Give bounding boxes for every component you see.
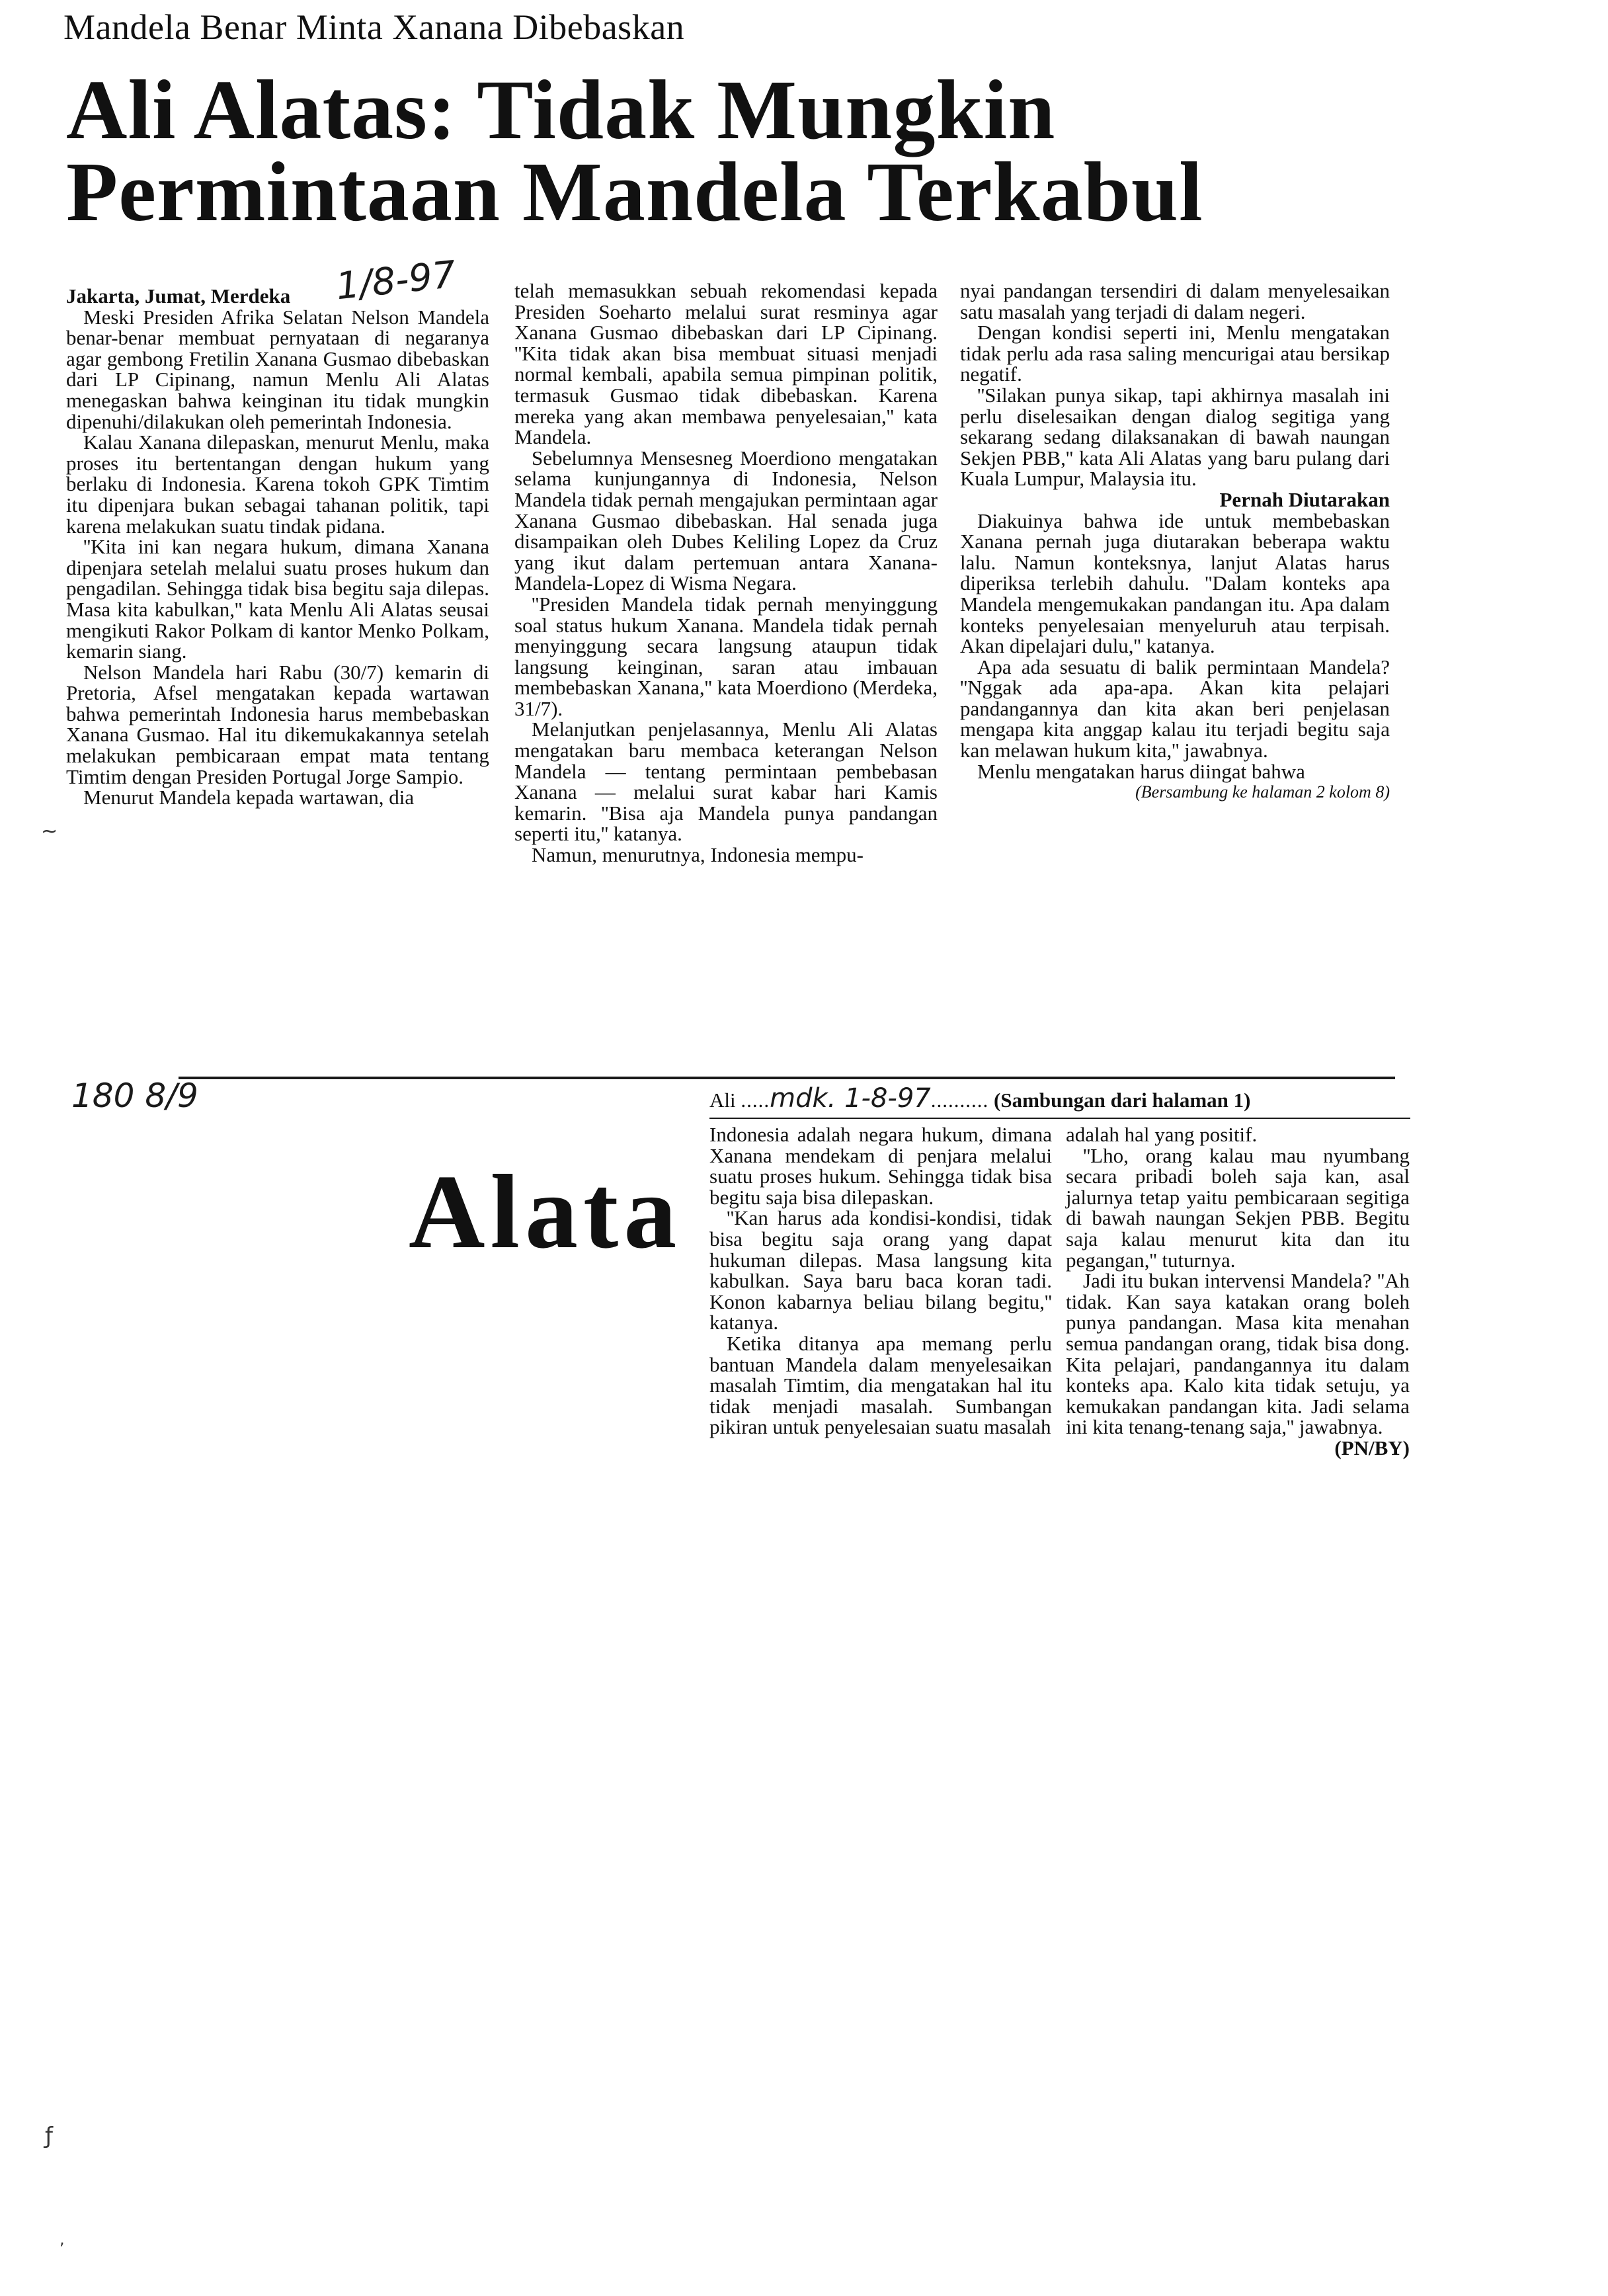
- paragraph: ''Kan harus ada kondisi-kondisi, tidak bisa begitu saja orang yang dapat hukuman dilepas. Masa langsung kita kabulkan. Saya baru baca koran tadi. Konon kabarnya beliau bilang begitu,'' katanya.: [709, 1206, 1052, 1334]
- scan-mark-icon: ƒ: [45, 2123, 53, 2149]
- headline-line-1: Ali Alatas: Tidak Mungkin: [66, 63, 1056, 157]
- continuation-label: Ali: [709, 1088, 736, 1112]
- headline: [66, 63, 1388, 239]
- subheading: Pernah Diutarakan: [1219, 487, 1390, 511]
- paragraph: Kalau Xanana dilepaskan, menurut Menlu, maka proses itu bertentangan dengan hukum yang berlaku di Indonesia. Karena tokoh GPK Timtim itu dipenjara bukan sebagai tahanan politik, tapi karena melakukan suatu tindak pidana.: [66, 430, 489, 538]
- paragraph: Ketika ditanya apa memang perlu bantuan Mandela dalam menyelesaikan masalah Timtim, dia mengatakan hal itu tidak menjadi masalah. Sumbangan pikiran untuk penyelesaian suatu masalah: [709, 1331, 1052, 1439]
- continuation-column-b: [1066, 1124, 1410, 1459]
- continuation-header: Ali .....mdk. 1-8-97.......... (Sambungan dari halaman 1): [709, 1083, 1251, 1114]
- headline-fragment: Alata: [409, 1153, 682, 1270]
- paragraph: ''Presiden Mandela tidak pernah menyinggung soal status hukum Xanana. Mandela tidak pernah menyinggung secara langsung ataupun tidak langsung keinginan, saran atau imbauan membebaskan Xanana,'' kata Moerdiono (Merdeka, 31/7).: [514, 592, 938, 720]
- continuation-source: (Sambungan dari halaman 1): [994, 1088, 1251, 1112]
- paragraph: Sebelumnya Mensesneg Moerdiono mengatakan selama kunjungannya di Indonesia, Nelson Mandela tidak pernah mengajukan permintaan agar Xanana Gusmao dibebaskan. Hal senada juga disampaikan oleh Dubes Keliling Lopez da Cruz yang ikut dalam pertemuan antara Xanana-Mandela-Lopez di Wisma Negara.: [514, 446, 938, 595]
- paragraph: Nelson Mandela hari Rabu (30/7) kemarin di Pretoria, Afsel mengatakan kepada wartawan bahwa pemerintah Indonesia harus membebaskan Xanana Gusmao. Hal itu dikemukakannya setelah melakukan pembicaraan empat mata tentang Timtim dengan Presiden Portugal Jorge Sampio.: [66, 660, 489, 788]
- paragraph: Apa ada sesuatu di balik permintaan Mandela? ''Nggak ada apa-apa. Akan kita pelajari pandangannya dan kita akan beri penjelasan mengapa kita anggap kalau itu terjadi begitu saja kan melawan hukum kita,'' jawabnya.: [960, 655, 1390, 762]
- paragraph: Indonesia adalah negara hukum, dimana Xanana mendekam di penjara melalui suatu proses hukum. Sehingga tidak bisa begitu saja bisa dilepaskan.: [709, 1123, 1052, 1209]
- paragraph: Namun, menurutnya, Indonesia mempu-: [532, 843, 864, 867]
- kicker: Mandela Benar Minta Xanana Dibebaskan: [63, 7, 685, 47]
- byline: (PN/BY): [1334, 1436, 1410, 1459]
- paragraph: ''Kita ini kan negara hukum, dimana Xanana dipenjara setelah melalui suatu proses hukum dan pengadilan. Sehingga tidak bisa begitu saja dilepas. Masa kita kabulkan,'' kata Menlu Ali Alatas seusai mengikuti Rakor Polkam di kantor Menko Polkam, kemarin siang.: [66, 535, 489, 663]
- paragraph: Melanjutkan penjelasannya, Menlu Ali Alatas mengatakan baru membaca keterangan Nelson Mandela — tentang permintaan pembebasan Xanana — melalui surat kabar hari Kamis kemarin. ''Bisa aja Mandela punya pandangan seperti itu,'' katanya.: [514, 718, 938, 846]
- article-column-1: [66, 286, 489, 808]
- handwritten-date: 1/8-97: [334, 253, 458, 309]
- paragraph: Jadi itu bukan intervensi Mandela? ''Ah tidak. Kan saya katakan orang boleh punya pandangan. Masa kita menahan semua pandangan orang, tidak bisa dong. Kita pelajari, pandangannya itu dalam konteks apa. Kalo kita tidak setuju, ya kemukakan pandangan kita. Jadi selama ini kita tenang-tenang saja,'' jawabnya.: [1066, 1269, 1410, 1439]
- handwritten-note: 180 8/9: [71, 1077, 198, 1115]
- section-divider: [179, 1077, 1395, 1079]
- paragraph: Menurut Mandela kepada wartawan, dia: [83, 786, 415, 809]
- scan-mark-icon: ,: [60, 2230, 65, 2248]
- continuation-column-a: [709, 1124, 1052, 1438]
- paragraph: Menlu mengatakan harus diingat bahwa: [977, 759, 1305, 783]
- headline-line-2: Permintaan Mandela Terkabul: [66, 145, 1203, 239]
- continued-note: (Bersambung ke halaman 2 kolom 8): [1135, 782, 1390, 802]
- paragraph: ''Lho, orang kalau mau nyumbang secara pribadi boleh saja kan, asal jalurnya tetap yaitu pembicaraan segitiga di bawah naungan Sekjen PBB. Begitu saja kalau menurut kita dan itu pegangan,'' tuturnya.: [1066, 1143, 1410, 1272]
- paragraph: Meski Presiden Afrika Selatan Nelson Mandela benar-benar membuat pernyataan di negaranya agar gembong Fretilin Xanana Gusmao dibebaskan dari LP Cipinang, namun Menlu Ali Alatas menegaskan bahwa keinginan itu tidak mungkin dipenuhi/dilakukan oleh pemerintah Indonesia.: [66, 305, 489, 433]
- paragraph: nyai pandangan tersendiri di dalam menyelesaikan satu masalah yang terjadi di dalam negeri.: [960, 279, 1390, 323]
- article-column-3: [960, 280, 1390, 803]
- article-column-2: [514, 280, 938, 866]
- dateline: Jakarta, Jumat, Merdeka: [66, 284, 291, 308]
- continuation-underline: [709, 1118, 1410, 1119]
- paragraph: ''Silakan punya sikap, tapi akhirnya masalah ini perlu diselesaikan dengan dialog segitiga yang sekarang sedang dilaksanakan di bawah naungan Sekjen PBB,'' kata Ali Alatas yang baru pulang dari Kuala Lumpur, Malaysia itu.: [960, 383, 1390, 491]
- paragraph: adalah hal yang positif.: [1066, 1123, 1258, 1146]
- scan-mark-icon: ~: [41, 820, 58, 843]
- paragraph: telah memasukkan sebuah rekomendasi kepada Presiden Soeharto melalui surat resminya agar Xanana Gusmao dibebaskan dari LP Cipinang. ''Kita tidak akan bisa membuat situasi menjadi normal kembali, apabila semua pimpinan politik, termasuk Gusmao tidak dibebaskan. Karena mereka yang akan membawa penyelesaian,'' kata Mandela.: [514, 279, 938, 449]
- continuation-handwritten-date: mdk. 1-8-97: [770, 1083, 931, 1114]
- paragraph: Diakuinya bahwa ide untuk membebaskan Xanana pernah juga diutarakan beberapa waktu lalu. Namun konteksnya, lanjut Alatas harus diperiksa terlebih dahulu. ''Dalam konteks apa Mandela mengemukakan pandangan itu. Apa dalam konteks penyelesaian menyeluruh atau terpisah. Akan dipelajari dulu,'' katanya.: [960, 509, 1390, 658]
- paragraph: Dengan kondisi seperti ini, Menlu mengatakan tidak perlu ada rasa saling mencurigai atau bersikap negatif.: [960, 321, 1390, 386]
